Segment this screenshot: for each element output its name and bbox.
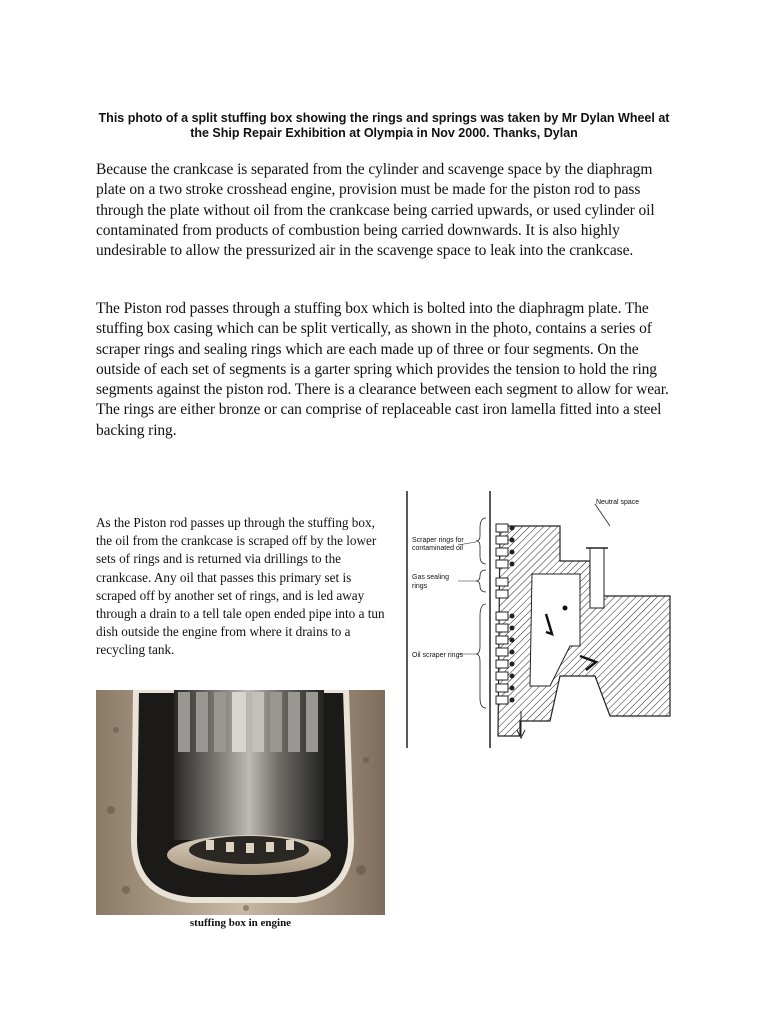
photo-caption: stuffing box in engine	[189, 917, 292, 929]
paragraph-crankcase: Because the crankcase is separated from the cylinder and scavenge space by the diaphragm plate on a two stroke crosshead engine, provision must be made for the piston rod to pass through the plate without oil from the crankcase being carried upwards, or used cylinder oil contaminated from products of combustion being carried downwards. It is also highly undesirable to allow the pressurized air in the scavenge space to leak into the crankcase.	[96, 161, 655, 260]
label-oil-scraper: Oil scraper rings	[412, 652, 463, 659]
label-neutral-space: Neutral space	[596, 499, 640, 506]
label-scraper-contaminated-2: contaminated oil	[412, 545, 463, 552]
label-scraper-contaminated-1: Scraper rings for	[412, 537, 464, 544]
photo-credit-line-2: the Ship Repair Exhibition at Olympia in Nov 2000. Thanks, Dylan	[190, 126, 578, 140]
photo-credit-line-1: This photo of a split stuffing box showing the rings and springs was taken by Mr Dylan Wheel at	[98, 111, 670, 125]
paragraph-stuffing-box: The Piston rod passes through a stuffing box which is bolted into the diaphragm plate. The stuffing box casing which can be split vertically, as shown in the photo, contains a series of scraper rings and sealing rings which are each made up of three or four segments. On the outside of each set of segments is a garter spring which provides the tension to hold the ring segments against the piston rod. There is a clearance between each segment to allow for wear. The rings are either bronze or can comprise of replaceable cast iron lamella fitted into a steel backing ring.	[96, 300, 669, 439]
stuffing-box-diagram	[400, 486, 680, 750]
label-gas-sealing-2: rings	[412, 583, 428, 590]
paragraph-oil-scraping: As the Piston rod passes up through the stuffing box, the oil from the crankcase is scraped off by the lower sets of rings and is returned via drillings to the crankcase. Any oil that passes this primary set is scraped off by another set of rings, and is led away through a drain to a tell tale open ended pipe into a tun dish outside the engine from where it drains to a recycling tank.	[96, 515, 385, 658]
stuffing-box-photo	[96, 690, 385, 915]
photo-credit	[92, 111, 676, 141]
label-gas-sealing-1: Gas sealing	[412, 574, 449, 581]
